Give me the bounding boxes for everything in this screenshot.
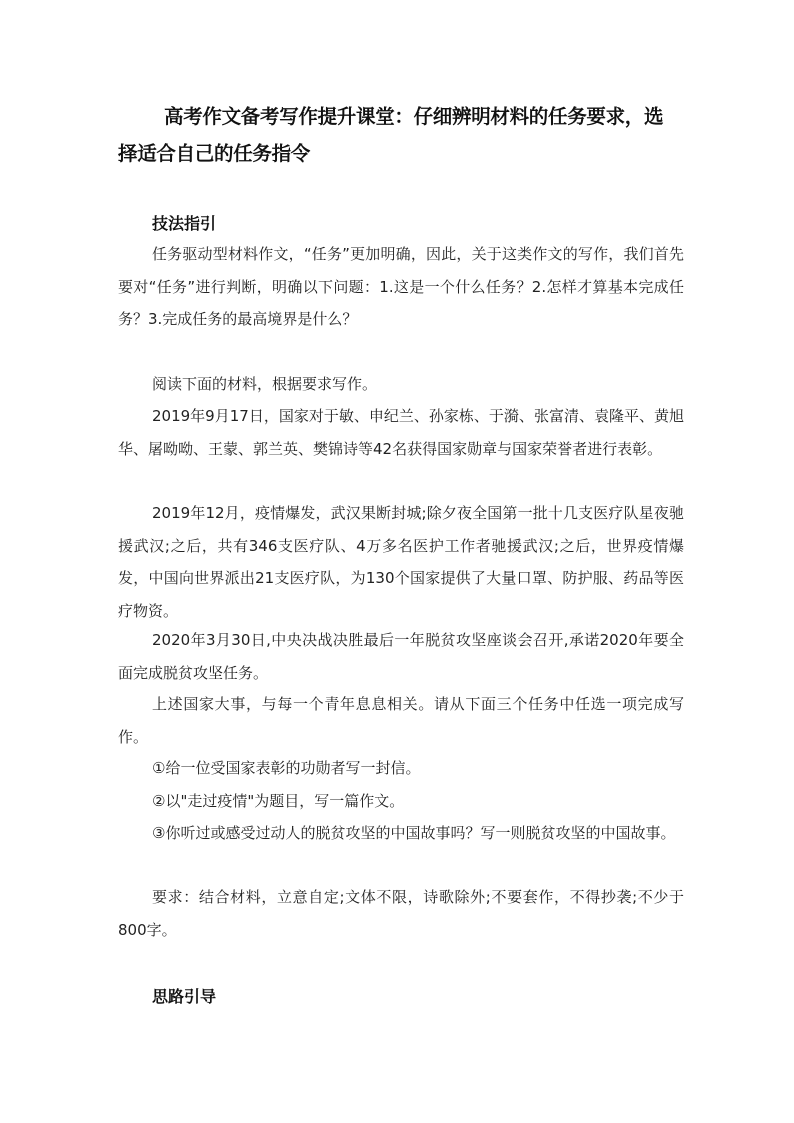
thinking-heading: 思路引导	[152, 987, 217, 1006]
technique-heading: 技法指引	[152, 214, 217, 233]
requirement-paragraph: 要求：结合材料，立意自定;文体不限，诗歌除外;不要套作，不得抄袭;不少于800字。	[118, 888, 684, 939]
page-title: 高考作文备考写作提升课堂：仔细辨明材料的任务要求，选择适合自己的任务指令	[118, 105, 664, 165]
task-intro-paragraph: 上述国家大事，与每一个青年息息相关。请从下面三个任务中任选一项完成写作。	[118, 695, 684, 746]
material-paragraph-1: 2019年9月17日，国家对于敏、申纪兰、孙家栋、于漪、张富清、袁隆平、黄旭华、屠呦呦、王蒙、郭兰英、樊锦诗等42名获得国家勋章与国家荣誉者进行表彰。	[118, 407, 684, 458]
technique-paragraph: 任务驱动型材料作文，“任务”更加明确，因此，关于这类作文的写作，我们首先要对“任务”进行判断，明确以下问题：1.这是一个什么任务？2.怎样才算基本完成任务？3.完成任务的最高境界是什么？	[118, 245, 684, 328]
task-option-2: ②以"走过疫情"为题目，写一篇作文。	[152, 792, 405, 810]
material-paragraph-2: 2019年12月，疫情爆发，武汉果断封城;除夕夜全国第一批十几支医疗队星夜驰援武汉;之后，共有346支医疗队、4万多名医护工作者驰援武汉;之后，世界疫情爆发，中国向世界派出21支医疗队，为130个国家提供了大量口罩、防护服、药品等医疗物资。	[118, 504, 684, 620]
task-option-1: ①给一位受国家表彰的功勋者写一封信。	[152, 759, 421, 777]
material-paragraph-3: 2020年3月30日,中央决战决胜最后一年脱贫攻坚座谈会召开,承诺2020年要全面完成脱贫攻坚任务。	[118, 631, 684, 682]
instruction-paragraph: 阅读下面的材料，根据要求写作。	[152, 375, 378, 393]
task-option-3: ③你听过或感受过动人的脱贫攻坚的中国故事吗？写一则脱贫攻坚的中国故事。	[152, 824, 676, 842]
